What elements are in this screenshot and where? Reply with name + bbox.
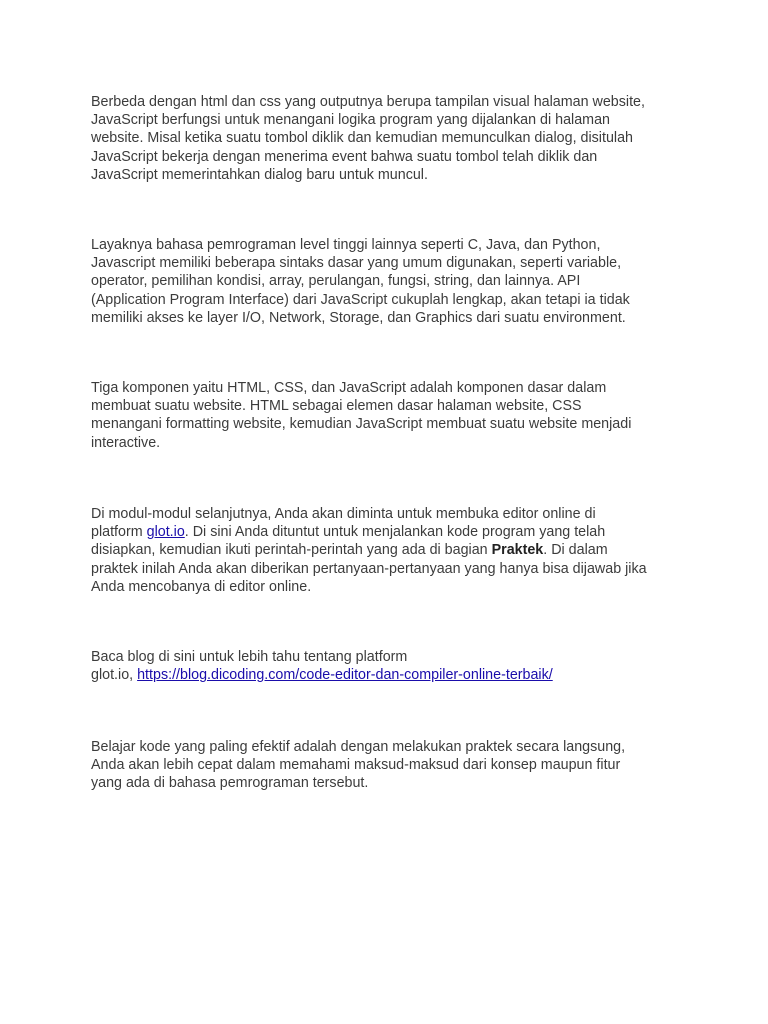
text-fragment: glot.io, (91, 667, 138, 684)
text-line: interactive. (91, 434, 161, 451)
paragraph-blog-reference (91, 648, 553, 684)
text-line: Belajar kode yang paling efektif adalah dengan melakukan praktek secara langsung, (91, 739, 626, 755)
text-line: Layaknya bahasa pemrograman level tinggi lainnya seperti C, Java, dan Python, (91, 237, 601, 253)
text-line: (Application Program Interface) dari JavaScript cukuplah lengkap, akan tetapi ia tidak (91, 291, 630, 308)
text-line: website. Misal ketika suatu tombol diklik dan kemudian memunculkan dialog, disitulah (91, 130, 633, 147)
text-fragment: . Di sini Anda dituntut untuk menjalankan kode program yang telah (184, 524, 606, 541)
paragraph-web-components (91, 379, 631, 452)
text-fragment: disiapkan, kemudian ikuti perintah-perintah yang ada di bagian (91, 542, 492, 559)
text-line: memiliki akses ke layer I/O, Network, Storage, dan Graphics dari suatu environment. (91, 309, 626, 326)
glot-io-link[interactable]: glot.io (146, 524, 185, 541)
paragraph-online-editor (91, 505, 647, 596)
text-line (91, 523, 647, 541)
dicoding-blog-link[interactable]: https://blog.dicoding.com/code-editor-dan-compiler-online-terbaik/ (137, 667, 553, 684)
text-line: Di modul-modul selanjutnya, Anda akan diminta untuk membuka editor online di (91, 506, 596, 522)
text-fragment: . Di dalam (543, 542, 608, 559)
text-line: Baca blog di sini untuk lebih tahu tentang platform (91, 649, 408, 665)
text-line: Javascript memiliki beberapa sintaks dasar yang umum digunakan, seperti variable, (91, 255, 622, 272)
text-line (91, 666, 553, 684)
text-line: JavaScript bekerja dengan menerima event bahwa suatu tombol telah diklik dan (91, 148, 598, 165)
text-line: JavaScript berfungsi untuk menangani logika program yang dijalankan di halaman (91, 112, 610, 129)
text-fragment: platform (91, 524, 147, 541)
text-line: Anda akan lebih cepat dalam memahami maksud-maksud dari konsep maupun fitur (91, 757, 621, 774)
paragraph-practice-advice (91, 738, 625, 793)
text-line: operator, pemilihan kondisi, array, perulangan, fungsi, string, dan lainnya. API (91, 273, 581, 290)
text-line: menangani formatting website, kemudian JavaScript membuat suatu website menjadi (91, 416, 632, 433)
text-line: Berbeda dengan html dan css yang outputnya berupa tampilan visual halaman website, (91, 94, 645, 110)
praktek-bold-text: Praktek (491, 542, 544, 559)
text-line (91, 541, 647, 559)
text-line: praktek inilah Anda akan diberikan pertanyaan-pertanyaan yang hanya bisa dijawab jika (91, 560, 647, 577)
text-line: JavaScript memerintahkan dialog baru untuk muncul. (91, 166, 428, 183)
text-line: membuat suatu website. HTML sebagai elemen dasar halaman website, CSS (91, 398, 582, 415)
text-line: yang ada di bahasa pemrograman tersebut. (91, 775, 369, 792)
paragraph-javascript-role (91, 93, 645, 184)
text-line: Anda mencobanya di editor online. (91, 578, 312, 595)
paragraph-javascript-syntax (91, 236, 630, 327)
text-line: Tiga komponen yaitu HTML, CSS, dan JavaScript adalah komponen dasar dalam (91, 380, 607, 396)
